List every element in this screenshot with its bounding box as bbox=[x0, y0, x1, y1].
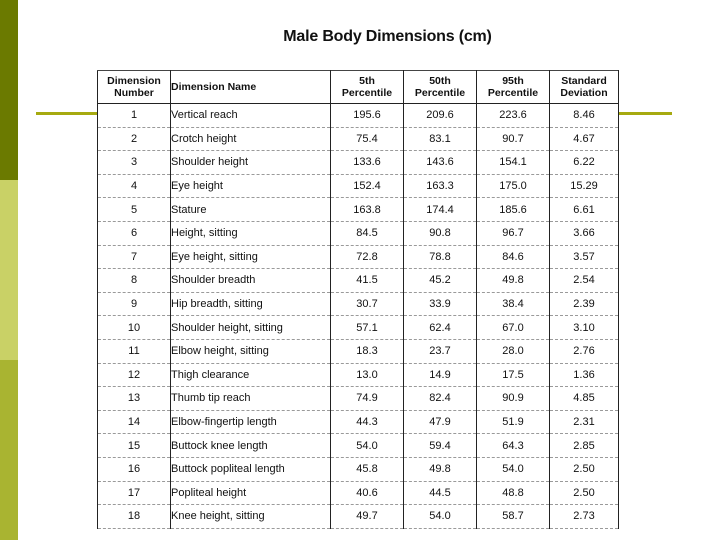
table-row bbox=[98, 292, 619, 316]
percentile-95-cell: 67.0 bbox=[477, 316, 550, 340]
dimension-number-cell: 10 bbox=[98, 316, 171, 340]
percentile-95-cell: 48.8 bbox=[477, 481, 550, 505]
dimension-name-cell: Shoulder height bbox=[171, 151, 331, 175]
header-5th-percentile bbox=[331, 71, 404, 104]
header-text: Standard bbox=[561, 75, 607, 87]
percentile-5-cell: 54.0 bbox=[331, 434, 404, 458]
dimension-name-cell: Popliteal height bbox=[171, 481, 331, 505]
percentile-95-cell: 54.0 bbox=[477, 457, 550, 481]
scanned-table-document bbox=[97, 6, 618, 534]
percentile-50-cell: 163.3 bbox=[404, 174, 477, 198]
standard-deviation-cell: 4.67 bbox=[550, 127, 619, 151]
percentile-5-cell: 75.4 bbox=[331, 127, 404, 151]
dimension-name-cell: Shoulder height, sitting bbox=[171, 316, 331, 340]
percentile-5-cell: 72.8 bbox=[331, 245, 404, 269]
header-95th-percentile bbox=[477, 71, 550, 104]
dimension-number-cell: 5 bbox=[98, 198, 171, 222]
percentile-95-cell: 38.4 bbox=[477, 292, 550, 316]
percentile-5-cell: 18.3 bbox=[331, 339, 404, 363]
percentile-95-cell: 90.7 bbox=[477, 127, 550, 151]
header-text: Percentile bbox=[341, 87, 393, 99]
percentile-5-cell: 44.3 bbox=[331, 410, 404, 434]
percentile-50-cell: 209.6 bbox=[404, 104, 477, 128]
header-row bbox=[98, 71, 619, 104]
percentile-5-cell: 74.9 bbox=[331, 387, 404, 411]
percentile-50-cell: 143.6 bbox=[404, 151, 477, 175]
accent-rule-right bbox=[618, 112, 672, 115]
table-row bbox=[98, 221, 619, 245]
header-text: 50th bbox=[429, 75, 451, 87]
dimension-number-cell: 6 bbox=[98, 221, 171, 245]
dimension-name-cell: Shoulder breadth bbox=[171, 269, 331, 293]
percentile-5-cell: 84.5 bbox=[331, 221, 404, 245]
standard-deviation-cell: 4.85 bbox=[550, 387, 619, 411]
standard-deviation-cell: 15.29 bbox=[550, 174, 619, 198]
percentile-95-cell: 223.6 bbox=[477, 104, 550, 128]
percentile-50-cell: 33.9 bbox=[404, 292, 477, 316]
dimension-name-cell: Thigh clearance bbox=[171, 363, 331, 387]
header-text: 95th bbox=[502, 75, 524, 87]
dimension-number-cell: 11 bbox=[98, 339, 171, 363]
percentile-5-cell: 13.0 bbox=[331, 363, 404, 387]
percentile-95-cell: 58.7 bbox=[477, 505, 550, 529]
percentile-95-cell: 154.1 bbox=[477, 151, 550, 175]
percentile-5-cell: 133.6 bbox=[331, 151, 404, 175]
dimension-number-cell: 1 bbox=[98, 104, 171, 128]
percentile-95-cell: 64.3 bbox=[477, 434, 550, 458]
table-row bbox=[98, 104, 619, 128]
table-body bbox=[98, 104, 619, 529]
percentile-50-cell: 45.2 bbox=[404, 269, 477, 293]
dimension-number-cell: 9 bbox=[98, 292, 171, 316]
table-row bbox=[98, 434, 619, 458]
dimension-name-cell: Buttock popliteal length bbox=[171, 457, 331, 481]
table-row bbox=[98, 339, 619, 363]
dimension-number-cell: 8 bbox=[98, 269, 171, 293]
standard-deviation-cell: 2.31 bbox=[550, 410, 619, 434]
percentile-50-cell: 14.9 bbox=[404, 363, 477, 387]
percentile-50-cell: 62.4 bbox=[404, 316, 477, 340]
header-text: Dimension bbox=[107, 75, 161, 87]
dimension-number-cell: 15 bbox=[98, 434, 171, 458]
dimension-name-cell: Buttock knee length bbox=[171, 434, 331, 458]
table-row bbox=[98, 410, 619, 434]
dimension-name-cell: Eye height bbox=[171, 174, 331, 198]
table-row bbox=[98, 505, 619, 529]
percentile-5-cell: 49.7 bbox=[331, 505, 404, 529]
header-dimension-name bbox=[171, 71, 331, 104]
dimension-name-cell: Crotch height bbox=[171, 127, 331, 151]
dimension-number-cell: 14 bbox=[98, 410, 171, 434]
percentile-95-cell: 96.7 bbox=[477, 221, 550, 245]
standard-deviation-cell: 2.54 bbox=[550, 269, 619, 293]
percentile-50-cell: 83.1 bbox=[404, 127, 477, 151]
header-text: Percentile bbox=[487, 87, 539, 99]
percentile-95-cell: 28.0 bbox=[477, 339, 550, 363]
percentile-50-cell: 44.5 bbox=[404, 481, 477, 505]
standard-deviation-cell: 6.61 bbox=[550, 198, 619, 222]
dimension-name-cell: Hip breadth, sitting bbox=[171, 292, 331, 316]
header-text: Dimension Name bbox=[171, 81, 257, 93]
standard-deviation-cell: 2.39 bbox=[550, 292, 619, 316]
dimension-name-cell: Eye height, sitting bbox=[171, 245, 331, 269]
dimension-name-cell: Vertical reach bbox=[171, 104, 331, 128]
percentile-5-cell: 45.8 bbox=[331, 457, 404, 481]
standard-deviation-cell: 2.50 bbox=[550, 457, 619, 481]
accent-rule-left bbox=[36, 112, 98, 115]
standard-deviation-cell: 3.66 bbox=[550, 221, 619, 245]
standard-deviation-cell: 8.46 bbox=[550, 104, 619, 128]
side-accent-bar-bottom bbox=[0, 360, 18, 540]
table-row bbox=[98, 316, 619, 340]
table-row bbox=[98, 127, 619, 151]
percentile-50-cell: 23.7 bbox=[404, 339, 477, 363]
percentile-95-cell: 51.9 bbox=[477, 410, 550, 434]
header-standard-deviation bbox=[550, 71, 619, 104]
standard-deviation-cell: 2.76 bbox=[550, 339, 619, 363]
percentile-95-cell: 49.8 bbox=[477, 269, 550, 293]
dimension-number-cell: 13 bbox=[98, 387, 171, 411]
percentile-50-cell: 49.8 bbox=[404, 457, 477, 481]
percentile-5-cell: 163.8 bbox=[331, 198, 404, 222]
percentile-95-cell: 185.6 bbox=[477, 198, 550, 222]
table-row bbox=[98, 151, 619, 175]
header-text: 5th bbox=[359, 75, 375, 87]
percentile-5-cell: 41.5 bbox=[331, 269, 404, 293]
percentile-5-cell: 40.6 bbox=[331, 481, 404, 505]
dimension-name-cell: Elbow-fingertip length bbox=[171, 410, 331, 434]
percentile-95-cell: 17.5 bbox=[477, 363, 550, 387]
percentile-50-cell: 174.4 bbox=[404, 198, 477, 222]
standard-deviation-cell: 2.85 bbox=[550, 434, 619, 458]
standard-deviation-cell: 2.50 bbox=[550, 481, 619, 505]
standard-deviation-cell: 1.36 bbox=[550, 363, 619, 387]
percentile-5-cell: 30.7 bbox=[331, 292, 404, 316]
table-row bbox=[98, 481, 619, 505]
header-dimension-number bbox=[98, 71, 171, 104]
table-row bbox=[98, 198, 619, 222]
dimension-name-cell: Height, sitting bbox=[171, 221, 331, 245]
table-row bbox=[98, 387, 619, 411]
dimension-number-cell: 4 bbox=[98, 174, 171, 198]
dimension-number-cell: 16 bbox=[98, 457, 171, 481]
table-row bbox=[98, 363, 619, 387]
header-text: Number bbox=[114, 87, 154, 99]
dimension-number-cell: 3 bbox=[98, 151, 171, 175]
body-dimensions-table bbox=[97, 70, 619, 529]
dimension-name-cell: Elbow height, sitting bbox=[171, 339, 331, 363]
standard-deviation-cell: 3.10 bbox=[550, 316, 619, 340]
dimension-name-cell: Thumb tip reach bbox=[171, 387, 331, 411]
percentile-5-cell: 152.4 bbox=[331, 174, 404, 198]
table-row bbox=[98, 269, 619, 293]
dimension-number-cell: 7 bbox=[98, 245, 171, 269]
table-title: Male Body Dimensions (cm) bbox=[283, 28, 492, 45]
standard-deviation-cell: 2.73 bbox=[550, 505, 619, 529]
table-row bbox=[98, 457, 619, 481]
dimension-name-cell: Knee height, sitting bbox=[171, 505, 331, 529]
percentile-50-cell: 78.8 bbox=[404, 245, 477, 269]
standard-deviation-cell: 6.22 bbox=[550, 151, 619, 175]
table-row bbox=[98, 245, 619, 269]
side-accent-bar-top bbox=[0, 0, 18, 180]
percentile-50-cell: 54.0 bbox=[404, 505, 477, 529]
dimension-number-cell: 17 bbox=[98, 481, 171, 505]
header-text: Deviation bbox=[560, 87, 608, 99]
percentile-5-cell: 195.6 bbox=[331, 104, 404, 128]
percentile-50-cell: 90.8 bbox=[404, 221, 477, 245]
header-50th-percentile bbox=[404, 71, 477, 104]
percentile-50-cell: 59.4 bbox=[404, 434, 477, 458]
side-accent-bar-middle bbox=[0, 180, 18, 360]
dimension-number-cell: 12 bbox=[98, 363, 171, 387]
percentile-50-cell: 82.4 bbox=[404, 387, 477, 411]
percentile-95-cell: 84.6 bbox=[477, 245, 550, 269]
dimension-number-cell: 2 bbox=[98, 127, 171, 151]
dimension-name-cell: Stature bbox=[171, 198, 331, 222]
percentile-95-cell: 175.0 bbox=[477, 174, 550, 198]
header-text: Percentile bbox=[414, 87, 466, 99]
percentile-5-cell: 57.1 bbox=[331, 316, 404, 340]
dimension-number-cell: 18 bbox=[98, 505, 171, 529]
percentile-95-cell: 90.9 bbox=[477, 387, 550, 411]
percentile-50-cell: 47.9 bbox=[404, 410, 477, 434]
standard-deviation-cell: 3.57 bbox=[550, 245, 619, 269]
table-row bbox=[98, 174, 619, 198]
